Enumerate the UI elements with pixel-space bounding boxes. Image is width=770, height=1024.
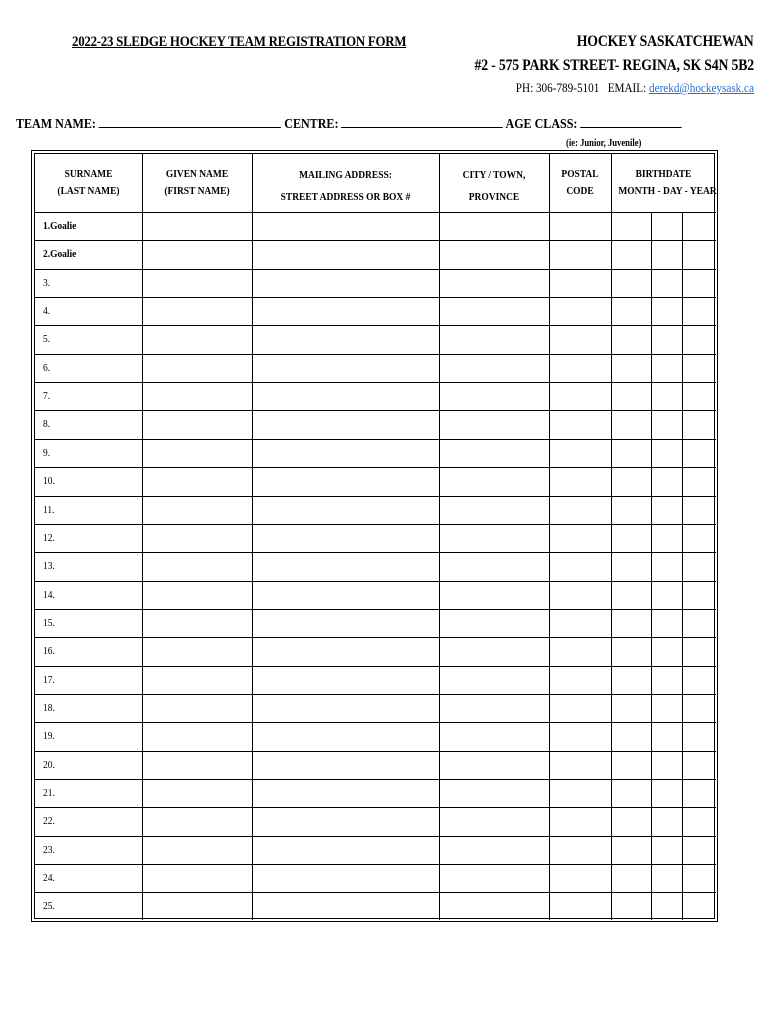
row-label: 9.: [43, 446, 51, 459]
header-line: MONTH - DAY - YEAR: [618, 185, 717, 197]
row-divider: [35, 325, 716, 326]
form-title: 2022-23 SLEDGE HOCKEY TEAM REGISTRATION FORM: [72, 34, 407, 50]
row-divider: [35, 694, 716, 695]
row-divider: [35, 609, 716, 610]
header-line: CITY / TOWN,: [462, 169, 526, 181]
header-city-province: [447, 167, 542, 206]
row-divider: [35, 722, 716, 723]
age-class-label: AGE CLASS:: [505, 117, 578, 132]
header-line: CODE: [566, 185, 594, 197]
row-label: 6.: [43, 361, 51, 374]
header-line: GIVEN NAME: [165, 168, 229, 180]
row-label: 18.: [43, 701, 55, 714]
email-label: EMAIL:: [607, 80, 647, 95]
column-divider: [651, 212, 652, 920]
row-divider: [35, 751, 716, 752]
registration-table: [31, 150, 718, 922]
team-info-line: [16, 116, 682, 133]
row-label: 3.: [43, 276, 51, 289]
header-line: POSTAL: [561, 168, 599, 180]
row-divider: [35, 666, 716, 667]
organization-name: HOCKEY SASKATCHEWAN: [577, 33, 754, 50]
row-divider: [35, 637, 716, 638]
header-mailing-address: [265, 167, 426, 206]
row-label: 22.: [43, 815, 55, 828]
row-divider: [35, 297, 716, 298]
age-class-field[interactable]: [580, 116, 681, 128]
row-divider: [35, 240, 716, 241]
column-divider: [682, 212, 683, 920]
header-birthdate: [618, 166, 717, 200]
organization-address: #2 - 575 PARK STREET- REGINA, SK S4N 5B2: [474, 57, 754, 74]
header-postal-code: [553, 166, 606, 200]
header-line: BIRTHDATE: [635, 168, 692, 180]
email-link[interactable]: derekd@hockeysask.ca: [649, 80, 754, 95]
row-label: 16.: [43, 645, 55, 658]
row-divider: [35, 779, 716, 780]
row-divider: [35, 269, 716, 270]
row-divider: [35, 864, 716, 865]
header-line: PROVINCE: [468, 191, 520, 203]
row-divider: [35, 496, 716, 497]
row-divider: [35, 439, 716, 440]
row-label: 17.: [43, 673, 55, 686]
header-given-name: [150, 166, 245, 200]
row-label: 4.: [43, 305, 51, 318]
header-line: (LAST NAME): [57, 185, 120, 197]
header-line: STREET ADDRESS OR BOX #: [280, 191, 411, 203]
row-divider: [35, 382, 716, 383]
row-label: 15.: [43, 616, 55, 629]
row-label: 11.: [43, 503, 55, 516]
row-label: 14.: [43, 588, 55, 601]
team-name-field[interactable]: [99, 116, 281, 128]
row-divider: [35, 836, 716, 837]
row-label: 21.: [43, 787, 55, 799]
row-label: 19.: [43, 730, 55, 743]
header-divider: [35, 212, 716, 213]
row-label: 2.Goalie: [43, 248, 77, 261]
row-divider: [35, 581, 716, 582]
centre-field[interactable]: [341, 116, 503, 128]
row-divider: [35, 354, 716, 355]
team-name-label: TEAM NAME:: [16, 117, 96, 132]
row-label: 8.: [43, 418, 51, 431]
contact-line: [516, 80, 754, 96]
row-label: 23.: [43, 843, 55, 856]
age-class-hint: (ie: Junior, Juvenile): [566, 138, 642, 149]
row-divider: [35, 467, 716, 468]
row-label: 20.: [43, 758, 55, 771]
header-line: MAILING ADDRESS:: [299, 169, 392, 181]
row-divider: [35, 807, 716, 808]
row-label: 10.: [43, 475, 55, 488]
centre-label: CENTRE:: [284, 117, 339, 132]
phone-text: PH: 306-789-5101: [515, 80, 600, 95]
row-divider: [35, 552, 716, 553]
header-surname: [42, 166, 134, 200]
row-label: 13.: [43, 560, 55, 573]
row-divider: [35, 892, 716, 893]
row-label: 1.Goalie: [43, 220, 77, 232]
row-label: 7.: [43, 390, 51, 403]
row-divider: [35, 410, 716, 411]
row-label: 24.: [43, 872, 55, 885]
header-line: SURNAME: [64, 168, 113, 180]
row-label: 12.: [43, 531, 55, 544]
row-label: 5.: [43, 333, 51, 346]
header-line: (FIRST NAME): [164, 185, 230, 197]
row-divider: [35, 524, 716, 525]
row-label: 25.: [43, 900, 55, 913]
table-grid: [34, 153, 715, 919]
